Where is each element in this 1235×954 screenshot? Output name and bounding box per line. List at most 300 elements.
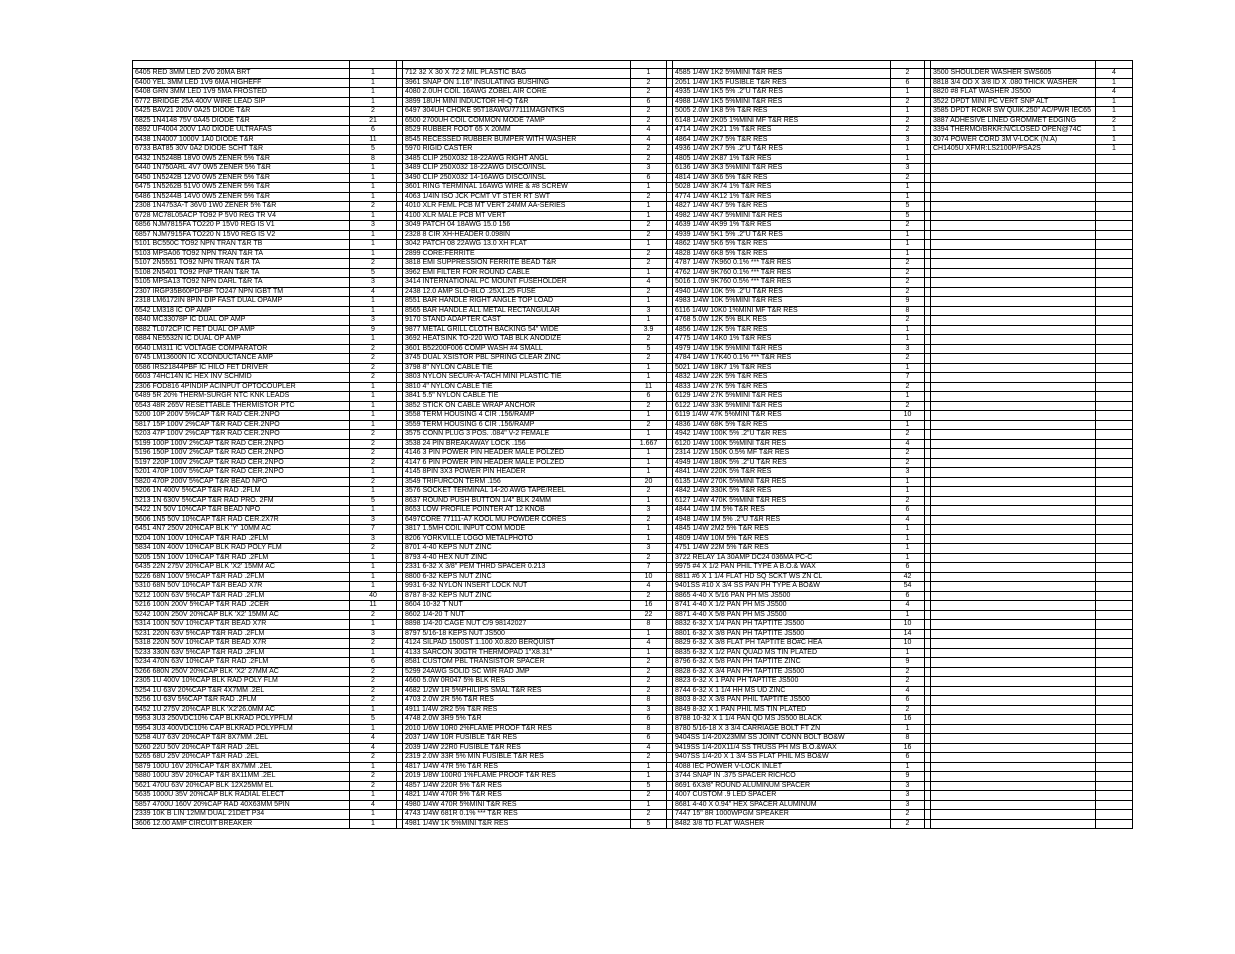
group-4-description [931, 791, 1096, 801]
table-row [133, 420, 1133, 430]
table-row [133, 107, 1133, 117]
table-row [133, 287, 1133, 297]
group-2-description: 3962 EMI FILTER FOR ROUND CABLE [403, 268, 631, 278]
group-2-quantity: 8 [631, 724, 667, 734]
group-1-quantity: 5 [350, 715, 397, 725]
group-4-description [931, 278, 1096, 288]
group-3-quantity: 1 [891, 230, 925, 240]
group-1-quantity: 1 [350, 97, 397, 107]
group-1-description: 6405 RED 3MM LED 2V0 20MA BRT [133, 69, 350, 79]
group-2-description: 3692 HEATSINK TO-220 W/O TAB BLK ANODIZE [403, 335, 631, 345]
table-row [133, 192, 1133, 202]
table-row [133, 344, 1133, 354]
group-4-description [931, 211, 1096, 221]
table-row [133, 401, 1133, 411]
group-1-quantity: 2 [350, 439, 397, 449]
group-2-description: 4063 1/4IN ISO JCK PCMT VT STER RT SWT [403, 192, 631, 202]
group-2-description: 8602 1/4-20 T NUT [403, 610, 631, 620]
group-1-description: 6892 UF4004 200V 1A0 DIODE ULTRAFAS [133, 126, 350, 136]
group-1-quantity: 3 [350, 515, 397, 525]
group-2-description: 712 32 X 30 X 72 2 MIL PLASTIC BAG [403, 69, 631, 79]
group-1-quantity: 3 [350, 534, 397, 544]
group-2-quantity: 2 [631, 810, 667, 820]
group-4-description [931, 525, 1096, 535]
group-2-description: 3558 TERM HOUSING 4 CIR .156/RAMP [403, 411, 631, 421]
group-4-description [931, 734, 1096, 744]
group-2-quantity: 1 [631, 183, 667, 193]
group-4-description [931, 772, 1096, 782]
group-1-description: 2306 FOD816 4PINDIP ACINPUT OPTOCOUPLER [133, 382, 350, 392]
group-1-description: 5635 1000U 35V 20%CAP BLK RADIAL ELECT [133, 791, 350, 801]
table-row [133, 610, 1133, 620]
group-3-quantity: 10 [891, 620, 925, 630]
group-3-description: 4827 1/4W 4K7 5% T&R RES [673, 202, 891, 212]
group-1-quantity: 6 [350, 126, 397, 136]
group-1-quantity: 1 [350, 620, 397, 630]
group-4-description [931, 344, 1096, 354]
group-3-description: 4856 1/4W 12K 5% T&R RES [673, 325, 891, 335]
group-1-description: 2308 1N4753A-T 36V0 1W0 ZENER 5% T&R [133, 202, 350, 212]
group-3-description: 8865 4-40 X 5/16 PAN PH MS JS500 [673, 591, 891, 601]
group-2-description: 8787 8-32 KEPS NUT ZINC [403, 591, 631, 601]
group-4-quantity [1096, 306, 1133, 316]
group-2-quantity: 2 [631, 88, 667, 98]
group-2-description: 4660 5.0W 0R047 5% BLK RES [403, 677, 631, 687]
group-2-quantity: 2 [631, 667, 667, 677]
group-1-description: 5621 470U 63V 20%CAP BLK 12X25MM EL [133, 781, 350, 791]
group-1-quantity: 40 [350, 591, 397, 601]
group-2-description: 2899 CORE:FERRITE [403, 249, 631, 259]
group-1-quantity: 4 [350, 743, 397, 753]
group-4-quantity [1096, 525, 1133, 535]
group-2-quantity: 2 [631, 145, 667, 155]
group-1-quantity: 2 [350, 781, 397, 791]
group-2-description: 3961 SNAP ON 1.16" INSULATING BUSHING [403, 78, 631, 88]
group-2-description: 8793 4-40 HEX NUT ZINC [403, 553, 631, 563]
group-3-quantity: 6 [891, 506, 925, 516]
group-3-description: 8788 10-32 X 1 1/4 PAN QD MS JS500 BLACK [673, 715, 891, 725]
group-2-quantity: 5 [631, 781, 667, 791]
group-4-quantity [1096, 667, 1133, 677]
group-3-description: 6135 1/4W 270K 5%MINI T&R RES [673, 477, 891, 487]
group-4-description [931, 354, 1096, 364]
group-3-quantity: 2 [891, 126, 925, 136]
group-3-description: 4864 1/4W 2K7 5% T&R RES [673, 135, 891, 145]
group-1-description: 5196 150P 100V 2%CAP T&R RAD CER.2NPO [133, 449, 350, 459]
group-1-description: 5212 100N 63V 5%CAP T&R RAD .2FLM [133, 591, 350, 601]
group-1-quantity: 1 [350, 487, 397, 497]
table-row [133, 487, 1133, 497]
group-1-quantity: 2 [350, 696, 397, 706]
group-4-description: CH1405U XFMR:LS2100P/PSA2S [931, 145, 1096, 155]
table-row [133, 126, 1133, 136]
group-3-quantity: 1 [891, 154, 925, 164]
table-row [133, 97, 1133, 107]
group-3-description: 7447 15" 8R 1000WPGM SPEAKER [673, 810, 891, 820]
group-4-quantity [1096, 373, 1133, 383]
group-3-quantity: 2 [891, 810, 925, 820]
table-row [133, 601, 1133, 611]
group-1-description: 6408 GRN 3MM LED 1V9 5MA FROSTED [133, 88, 350, 98]
group-4-quantity [1096, 791, 1133, 801]
group-2-quantity: 7 [631, 563, 667, 573]
table-row [133, 658, 1133, 668]
group-3-description: 4639 1/4W 4K99 1% T&R RES [673, 221, 891, 231]
group-4-description [931, 183, 1096, 193]
table-row [133, 325, 1133, 335]
group-4-quantity [1096, 705, 1133, 715]
group-2-description: 3559 TERM HOUSING 6 CIR .156/RAMP [403, 420, 631, 430]
group-3-quantity: 1 [891, 335, 925, 345]
group-3-quantity: 2 [891, 316, 925, 326]
table-row [133, 781, 1133, 791]
group-3-description: 4751 1/4W 22M 5% T&R RES [673, 544, 891, 554]
group-3-description: 4787 1/4W 7K960 0.1% *** T&R RES [673, 259, 891, 269]
group-1-description: 6440 1N750ARL 4V7 0W5 ZENER 5% T&R [133, 164, 350, 174]
group-3-quantity: 1 [891, 525, 925, 535]
group-1-quantity: 3 [350, 629, 397, 639]
group-2-description: 8206 YORKVILLE LOGO METALPHOTO [403, 534, 631, 544]
group-2-description: 8529 RUBBER FOOT 65 X 20MM [403, 126, 631, 136]
group-2-description: 3817 1.5MH COIL INPUT COM MODE [403, 525, 631, 535]
group-1-description: 5234 470N 63V 10%CAP T&R RAD .2FLM [133, 658, 350, 668]
group-1-quantity: 2 [350, 458, 397, 468]
group-4-description [931, 553, 1096, 563]
group-4-description [931, 164, 1096, 174]
group-1-description: 5213 1N 630V 5%CAP T&R RAD PRO. 2FM [133, 496, 350, 506]
group-4-quantity [1096, 601, 1133, 611]
table-row [133, 268, 1133, 278]
group-3-description: 4935 1/4W 1K5 5% .2"U T&R RES [673, 88, 891, 98]
table-row [133, 230, 1133, 240]
group-3-quantity: 1 [891, 145, 925, 155]
group-3-quantity: 2 [891, 449, 925, 459]
group-4-description: 3522 DPDT MINI PC VERT SNP ALT [931, 97, 1096, 107]
group-4-description [931, 382, 1096, 392]
group-4-description [931, 221, 1096, 231]
table-row [133, 278, 1133, 288]
group-2-quantity: 2 [631, 487, 667, 497]
table-row [133, 78, 1133, 88]
group-4-quantity [1096, 344, 1133, 354]
group-1-description: 5318 220N 50V 10%CAP T&R BEAD X7R [133, 639, 350, 649]
group-1-quantity: 1 [350, 791, 397, 801]
group-1-description: 5203 47P 100V 2%CAP T&R RAD CER.2NPO [133, 430, 350, 440]
group-2-description: 3049 PATCH 04 18AWG 15.0 156 [403, 221, 631, 231]
group-1-quantity: 2 [350, 753, 397, 763]
table-row [133, 506, 1133, 516]
group-3-quantity: 2 [891, 69, 925, 79]
group-3-quantity: 6 [891, 78, 925, 88]
group-4-quantity [1096, 620, 1133, 630]
group-4-quantity [1096, 800, 1133, 810]
group-3-quantity: 6 [891, 563, 925, 573]
table-row [133, 620, 1133, 630]
table-row [133, 449, 1133, 459]
group-3-quantity: 42 [891, 572, 925, 582]
group-4-quantity [1096, 781, 1133, 791]
group-2-quantity: 1 [631, 496, 667, 506]
group-4-quantity [1096, 202, 1133, 212]
group-1-quantity: 1 [350, 724, 397, 734]
group-2-quantity: 1 [631, 800, 667, 810]
group-2-quantity: 1 [631, 268, 667, 278]
group-3-description: 8691 6X3/8" ROUND ALUMINUM SPACER [673, 781, 891, 791]
header-spacer-row [133, 61, 1133, 69]
group-1-description: 6884 NE5532N IC DUAL OP AMP [133, 335, 350, 345]
group-1-description: 6543 48R 265V RESETTABLE THERMISTOR PTC [133, 401, 350, 411]
group-4-quantity [1096, 753, 1133, 763]
group-3-description: 4842 1/4W 330K 5% T&R RES [673, 487, 891, 497]
group-4-description [931, 582, 1096, 592]
group-2-quantity: 16 [631, 601, 667, 611]
group-4-quantity [1096, 743, 1133, 753]
group-4-quantity [1096, 515, 1133, 525]
group-4-description [931, 458, 1096, 468]
group-1-description: 6840 MC33078P IC DUAL OP AMP [133, 316, 350, 326]
group-2-description: 8800 6-32 KEPS NUT ZINC [403, 572, 631, 582]
group-4-quantity [1096, 325, 1133, 335]
group-2-description: 3485 CLIP 250X032 18-22AWG RIGHT ANGL [403, 154, 631, 164]
table-row [133, 496, 1133, 506]
group-2-description: 8604 10-32 T NUT [403, 601, 631, 611]
table-row [133, 800, 1133, 810]
table-row [133, 259, 1133, 269]
group-4-description [931, 534, 1096, 544]
table-row [133, 316, 1133, 326]
group-4-description [931, 335, 1096, 345]
group-3-description: 8681 4-40 X 0.94" HEX SPACER ALUMINUM [673, 800, 891, 810]
group-1-description: 5107 2N5551 TO92 NPN TRAN T&R TA [133, 259, 350, 269]
group-4-description [931, 268, 1096, 278]
table-row [133, 534, 1133, 544]
group-2-description: 3042 PATCH 08 22AWG 13.0 XH FLAT [403, 240, 631, 250]
group-2-quantity: 2 [631, 686, 667, 696]
group-4-quantity [1096, 335, 1133, 345]
group-2-description: 2039 1/4W 22R0 FUSIBLE T&R RES [403, 743, 631, 753]
group-3-quantity: 1 [891, 192, 925, 202]
group-2-quantity: 2 [631, 116, 667, 126]
group-2-quantity: 2 [631, 354, 667, 364]
group-4-quantity: 1 [1096, 78, 1133, 88]
group-3-description: 8741 4-40 X 1/2 PAN PH MS JS500 [673, 601, 891, 611]
group-3-description: 6120 1/4W 100K 5%MINI T&R RES [673, 439, 891, 449]
group-1-description: 3606 12.00 AMP CIRCUIT BREAKER [133, 819, 350, 829]
group-1-quantity: 2 [350, 449, 397, 459]
table-row [133, 591, 1133, 601]
group-1-description: 6435 22N 275V 20%CAP BLK 'X2' 15MM AC [133, 563, 350, 573]
group-1-quantity: 1 [350, 88, 397, 98]
group-2-quantity: 1 [631, 363, 667, 373]
table-row [133, 582, 1133, 592]
group-2-quantity: 2 [631, 107, 667, 117]
group-3-description: 6116 1/4W 10K0 1%MINI MF T&R RES [673, 306, 891, 316]
group-2-quantity: 6 [631, 97, 667, 107]
group-4-description [931, 430, 1096, 440]
group-3-quantity: 1 [891, 249, 925, 259]
group-4-description [931, 287, 1096, 297]
group-2-quantity: 3 [631, 705, 667, 715]
group-2-quantity: 8 [631, 620, 667, 630]
table-row [133, 382, 1133, 392]
group-4-quantity [1096, 401, 1133, 411]
group-3-quantity: 2 [891, 116, 925, 126]
group-4-quantity [1096, 696, 1133, 706]
group-4-quantity: 4 [1096, 69, 1133, 79]
group-3-quantity: 1 [891, 240, 925, 250]
group-4-description [931, 259, 1096, 269]
group-2-quantity: 1 [631, 534, 667, 544]
group-1-description: 5954 3U3 400VDC10% CAP BLKRAD POLYPFLM [133, 724, 350, 734]
group-4-description [931, 686, 1096, 696]
table-row [133, 363, 1133, 373]
group-1-description: 5200 10P 200V 5%CAP T&R RAD CER.2NPO [133, 411, 350, 421]
group-4-description [931, 411, 1096, 421]
group-2-description: 8565 BAR HANDLE ALL METAL RECTANGULAR [403, 306, 631, 316]
group-3-quantity: 1 [891, 420, 925, 430]
group-2-description: 9877 METAL GRILL CLOTH BACKING 54" WIDE [403, 325, 631, 335]
group-1-description: 6400 YEL 3MM LED 1V9 6MA HIGHEFF [133, 78, 350, 88]
group-2-description: 8545 RECESSED RUBBER BUMPER WITH WASHER [403, 135, 631, 145]
table-row [133, 468, 1133, 478]
group-1-quantity: 1 [350, 420, 397, 430]
group-1-quantity: 1 [350, 705, 397, 715]
group-4-quantity [1096, 240, 1133, 250]
group-3-quantity: 2 [891, 259, 925, 269]
group-1-description: 5266 680N 250V 20%CAP BLK 'X2' 27MM AC [133, 667, 350, 677]
table-row [133, 572, 1133, 582]
group-1-description: 6733 BAT85 30V 0A2 DIODE SCHT T&R [133, 145, 350, 155]
group-3-quantity: 1 [891, 183, 925, 193]
group-2-quantity: 20 [631, 477, 667, 487]
group-2-description: 9170 STAND ADAPTER CAST [403, 316, 631, 326]
group-2-quantity: 6 [631, 392, 667, 402]
group-1-quantity: 2 [350, 363, 397, 373]
group-2-description: 4146 3 PIN POWER PIN HEADER MALE POLZED [403, 449, 631, 459]
group-4-description [931, 591, 1096, 601]
table-row [133, 306, 1133, 316]
group-1-quantity: 2 [350, 354, 397, 364]
group-1-quantity: 1 [350, 249, 397, 259]
group-2-quantity: 2 [631, 753, 667, 763]
group-3-description: 6122 1/4W 33K 5%MINI T&R RES [673, 401, 891, 411]
group-1-description: 5231 220N 63V 5%CAP T&R RAD .2FLM [133, 629, 350, 639]
group-1-description: 5197 220P 100V 2%CAP T&R RAD CER.2NPO [133, 458, 350, 468]
group-3-description: 5021 1/4W 18K7 1% T&R RES [673, 363, 891, 373]
group-4-description [931, 677, 1096, 687]
group-2-description: 8797 5/16-18 KEPS NUT JS500 [403, 629, 631, 639]
group-2-quantity: 2 [631, 154, 667, 164]
group-1-description: 6857 NJM7915FA TO220 N 15V0 REG IS V2 [133, 230, 350, 240]
group-2-description: 3798 8" NYLON CABLE TIE [403, 363, 631, 373]
group-2-quantity: 2 [631, 287, 667, 297]
group-2-quantity: 3.9 [631, 325, 667, 335]
group-2-description: 8581 CUSTOM PBL TRANSISTOR SPACER [403, 658, 631, 668]
group-1-description: 5206 1N 400V 5%CAP T&R RAD .2FLM [133, 487, 350, 497]
group-4-quantity [1096, 154, 1133, 164]
group-1-description: 5205 15N 100V 10%CAP T&R RAD .2FLM [133, 553, 350, 563]
group-2-description: 4981 1/4W 1K 5%MINI T&R RES [403, 819, 631, 829]
group-3-description: 5028 1/4W 3K74 1% T&R RES [673, 183, 891, 193]
group-3-quantity: 10 [891, 639, 925, 649]
table-row [133, 183, 1133, 193]
group-3-quantity: 9 [891, 658, 925, 668]
group-3-description: 9419SS 1/4-20X11/4 SS TRUSS PH MS B.O.&WAX [673, 743, 891, 753]
group-3-description: 8780 5/16-18 X 3 3/4 CARRIAGE BOLT FT ZN [673, 724, 891, 734]
group-3-quantity: 9 [891, 297, 925, 307]
group-4-quantity [1096, 648, 1133, 658]
table-row [133, 696, 1133, 706]
group-3-quantity: 1 [891, 553, 925, 563]
group-2-quantity: 2 [631, 221, 667, 231]
group-2-quantity: 1 [631, 629, 667, 639]
group-4-description [931, 230, 1096, 240]
group-3-description: 4979 1/4W 15K 5%MINI T&R RES [673, 344, 891, 354]
group-1-description: 5103 MPSA06 TO92 NPN TRAN T&R TA [133, 249, 350, 259]
group-1-quantity: 2 [350, 373, 397, 383]
group-1-quantity: 2 [350, 259, 397, 269]
group-4-quantity [1096, 173, 1133, 183]
group-4-description: 3074 POWER CORD 3M V-LOCK (N.A) [931, 135, 1096, 145]
table-row [133, 145, 1133, 155]
group-2-description: 2037 1/4W 10R FUSIBLE T&R RES [403, 734, 631, 744]
group-3-quantity: 2 [891, 458, 925, 468]
group-2-description: 4743 1/4W 681R 0.1% *** T&R RES [403, 810, 631, 820]
group-4-description [931, 392, 1096, 402]
group-4-description [931, 240, 1096, 250]
group-1-description: 2305 1U 400V 10%CAP BLK RAD POLY FLM [133, 677, 350, 687]
group-1-quantity: 4 [350, 734, 397, 744]
group-3-quantity: 2 [891, 677, 925, 687]
group-1-quantity: 2 [350, 686, 397, 696]
group-3-quantity: 1 [891, 487, 925, 497]
group-3-description: 8796 6-32 X 5/8 PAN PH TAPTITE ZINC [673, 658, 891, 668]
group-2-description: 4821 1/4W 470R 5% T&R RES [403, 791, 631, 801]
group-2-quantity: 2 [631, 791, 667, 801]
group-4-description: 3887 ADHESIVE LINED GROMMET EDGING [931, 116, 1096, 126]
group-3-description: 4948 1/4W 1M 5% .2"U T&R RES [673, 515, 891, 525]
group-4-quantity [1096, 724, 1133, 734]
group-3-description: 4836 1/4W 68K 5% T&R RES [673, 420, 891, 430]
group-1-description: 5879 100U 16V 20%CAP T&R 8X7MM .2EL [133, 762, 350, 772]
group-2-description: 3414 INTERNATIONAL PC MOUNT FUSEHOLDER [403, 278, 631, 288]
table-row [133, 249, 1133, 259]
group-3-description: 4832 1/4W 22K 5% T&R RES [673, 373, 891, 383]
group-4-description [931, 658, 1096, 668]
group-3-quantity: 3 [891, 468, 925, 478]
group-4-description [931, 468, 1096, 478]
group-4-quantity [1096, 658, 1133, 668]
group-4-quantity [1096, 420, 1133, 430]
table-row [133, 753, 1133, 763]
group-2-quantity: 1 [631, 69, 667, 79]
table-row [133, 373, 1133, 383]
group-2-quantity: 2 [631, 335, 667, 345]
group-3-description: 9404SS 1/4-20X23MM SS JOINT CONN BOLT BO&W [673, 734, 891, 744]
group-3-quantity: 2 [891, 287, 925, 297]
group-1-description: 6728 MC78L05ACP TO92 P 5V0 REG TR V4 [133, 211, 350, 221]
group-2-description: 3576 SOCKET TERMINAL 14-20 AWG TAPE/REEL [403, 487, 631, 497]
table-row [133, 743, 1133, 753]
group-2-quantity: 2 [631, 78, 667, 88]
group-4-description [931, 544, 1096, 554]
group-1-description: 6489 5R 20% THERM-SURGR NTC KNK LEADS [133, 392, 350, 402]
group-2-description: 3745 DUAL XSISTOR PBL SPRING CLEAR ZINC [403, 354, 631, 364]
group-1-description: 6603 74HC14N IC HEX INV SCHMID [133, 373, 350, 383]
group-1-description: 5256 1U 63V 5%CAP T&R RAD .2FLM [133, 696, 350, 706]
group-3-quantity: 3 [891, 781, 925, 791]
group-3-description: 9975 #4 X 1/2 PAN PHIL TYPE A B.O.& WAX [673, 563, 891, 573]
